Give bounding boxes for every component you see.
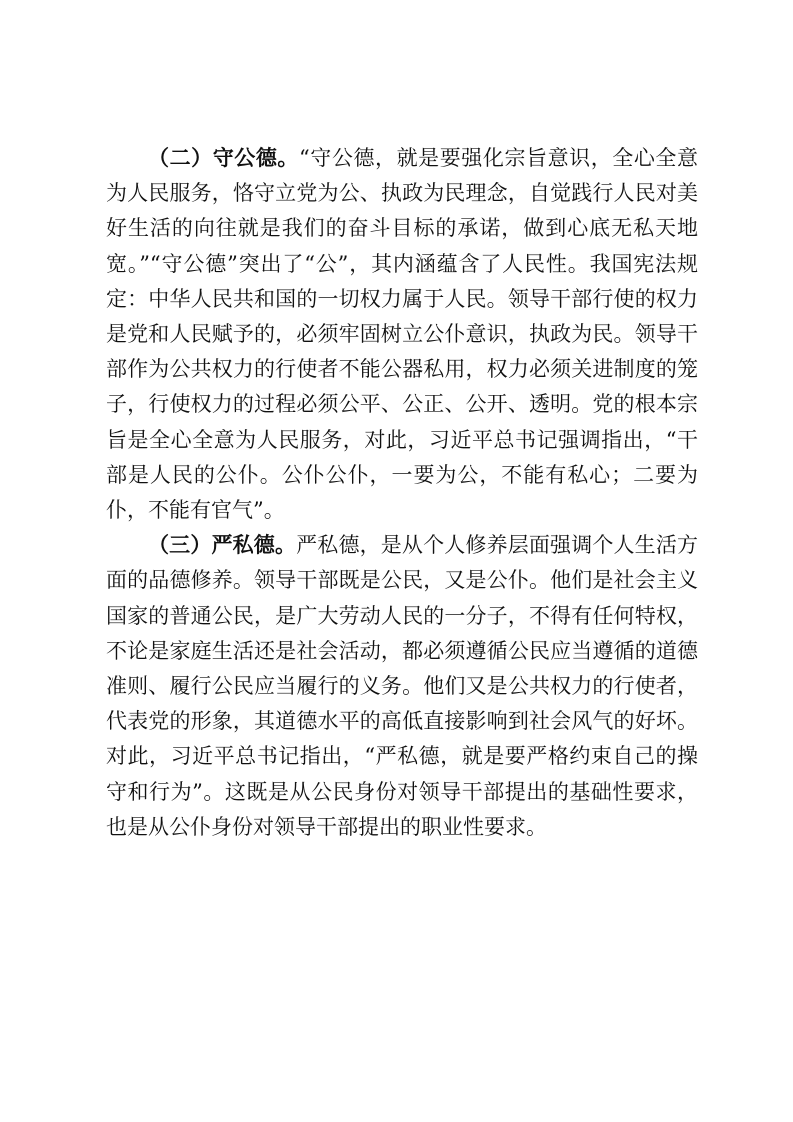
paragraph-shou-gongde (106, 141, 698, 528)
paragraph-text-yan-side: 严私德，是从个人修养层面强调个人生活方面的品德修养。领导干部既是公民，又是公仆。他们是社会主义国家的普通公民，是广大劳动人民的一分子，不得有任何特权，不论是家庭生活还是社会活动，都必须遵循公民应当遵循的道德准则、履行公民应当履行的义务。他们又是公共权力的行使者，代表党的形象，其道德水平的高低直接影响到社会风气的好坏。对此，习近平总书记指出，“严私德，就是要严格约束自己的操守和行为”。这既是从公民身份对领导干部提出的基础性要求，也是从公仆身份对领导干部提出的职业性要求。 (106, 533, 699, 839)
document-body (106, 141, 698, 845)
paragraph-yan-side (106, 528, 698, 845)
section-heading-shou-gongde: （二）守公德。 (148, 146, 299, 170)
section-heading-yan-side: （三）严私德。 (148, 533, 297, 558)
paragraph-text-shou-gongde: “守公德，就是要强化宗旨意识，全心全意为人民服务，恪守立党为公、执政为民理念，自觉践行人民对美好生活的向往就是我们的奋斗目标的承诺，做到心底无私天地宽。”“守公德”突出了“公”，其内涵蕴含了人民性。我国宪法规定：中华人民共和国的一切权力属于人民。领导干部行使的权力是党和人民赋予的，必须牢固树立公仆意识，执政为民。领导干部作为公共权力的行使者不能公器私用，权力必须关进制度的笼子，行使权力的过程必须公平、公正、公开、透明。党的根本宗旨是全心全意为人民服务，对此，习近平总书记强调指出，“干部是人民的公仆。公仆公仆，一要为公，不能有私心；二要为仆，不能有官气”。 (106, 146, 699, 523)
